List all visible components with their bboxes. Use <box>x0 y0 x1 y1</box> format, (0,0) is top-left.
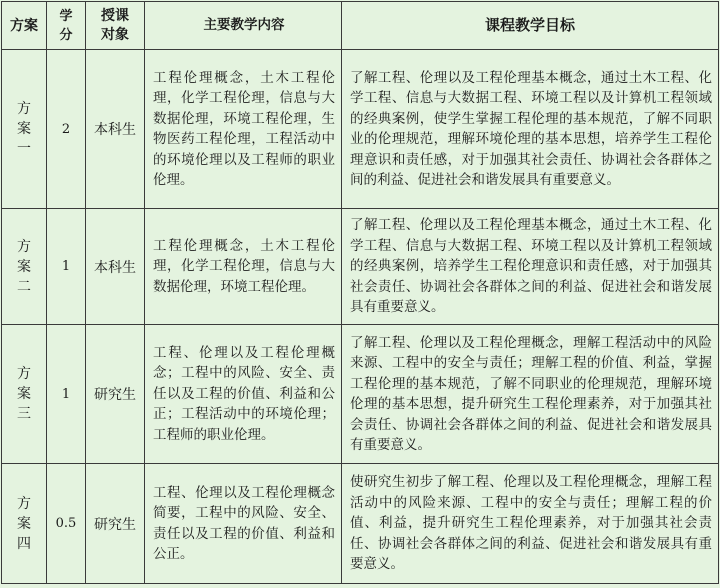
cell-target: 本科生 <box>86 50 145 209</box>
cell-plan: 方案四 <box>2 464 47 584</box>
table-row <box>2 209 719 325</box>
cell-target: 研究生 <box>86 464 145 584</box>
cell-goal: 了解工程、伦理以及工程伦理基本概念，通过土木工程、化学工程、信息与大数据工程、环境工程以及计算机工程领域的经典案例，使学生掌握工程伦理的基本规范，了解不同职业的伦理规范，理解环境伦理的基本思想，培养学生工程伦理意识和责任感，对于加强其社会责任、协调社会各群体之间的利益、促进社会和谐发展具有重要意义。 <box>342 50 719 209</box>
table-row <box>2 50 719 209</box>
cell-goal: 了解工程、伦理以及工程伦理概念，理解工程活动中的风险来源、工程中的安全与责任；理解工程的价值、利益，掌握工程伦理的基本规范，了解不同职业的伦理规范，理解环境伦理的基本思想，提升研究生工程伦理素养，对于加强其社会责任、协调社会各群体之间的利益、促进社会和谐发展具有重要意义。 <box>342 325 719 464</box>
cell-content: 工程伦理概念，土木工程伦理，化学工程伦理，信息与大数据伦理，环境工程伦理，生物医药工程伦理，工程活动中的环境伦理以及工程师的职业伦理。 <box>145 50 342 209</box>
cell-content: 工程、伦理以及工程伦理概念；工程中的风险、安全、责任以及工程的价值、利益和公正；工程活动中的环境伦理；工程师的职业伦理。 <box>145 325 342 464</box>
cell-credit: 1 <box>47 209 86 325</box>
course-plan-table <box>1 1 719 584</box>
cell-content: 工程、伦理以及工程伦理概念简要，工程中的风险、安全、责任以及工程的价值、利益和公正。 <box>145 464 342 584</box>
header-goal: 课程教学目标 <box>342 2 719 50</box>
cell-plan: 方案三 <box>2 325 47 464</box>
cell-credit: 0.5 <box>47 464 86 584</box>
cell-target: 研究生 <box>86 325 145 464</box>
header-content: 主要教学内容 <box>145 2 342 50</box>
header-target: 授课对象 <box>86 2 145 50</box>
header-credit: 学分 <box>47 2 86 50</box>
cell-plan: 方案二 <box>2 209 47 325</box>
cell-content: 工程伦理概念，土木工程伦理，化学工程伦理，信息与大数据伦理，环境工程伦理。 <box>145 209 342 325</box>
cell-target: 本科生 <box>86 209 145 325</box>
cell-credit: 2 <box>47 50 86 209</box>
cell-goal: 了解工程、伦理以及工程伦理基本概念，通过土木工程、化学工程、信息与大数据工程、环境工程以及计算机工程领域的经典案例，培养学生工程伦理意识和责任感，对于加强其社会责任、协调社会各群体之间的利益、促进社会和谐发展具有重要意义。 <box>342 209 719 325</box>
header-plan: 方案 <box>2 2 47 50</box>
cell-credit: 1 <box>47 325 86 464</box>
cell-plan: 方案一 <box>2 50 47 209</box>
table-row <box>2 464 719 584</box>
cell-goal: 使研究生初步了解工程、伦理以及工程伦理概念，理解工程活动中的风险来源、工程中的安全与责任；理解工程的价值、利益，提升研究生工程伦理素养，对于加强其社会责任、协调社会各群体之间的利益、促进社会和谐发展具有重要意义。 <box>342 464 719 584</box>
table-row <box>2 325 719 464</box>
header-row <box>2 2 719 50</box>
